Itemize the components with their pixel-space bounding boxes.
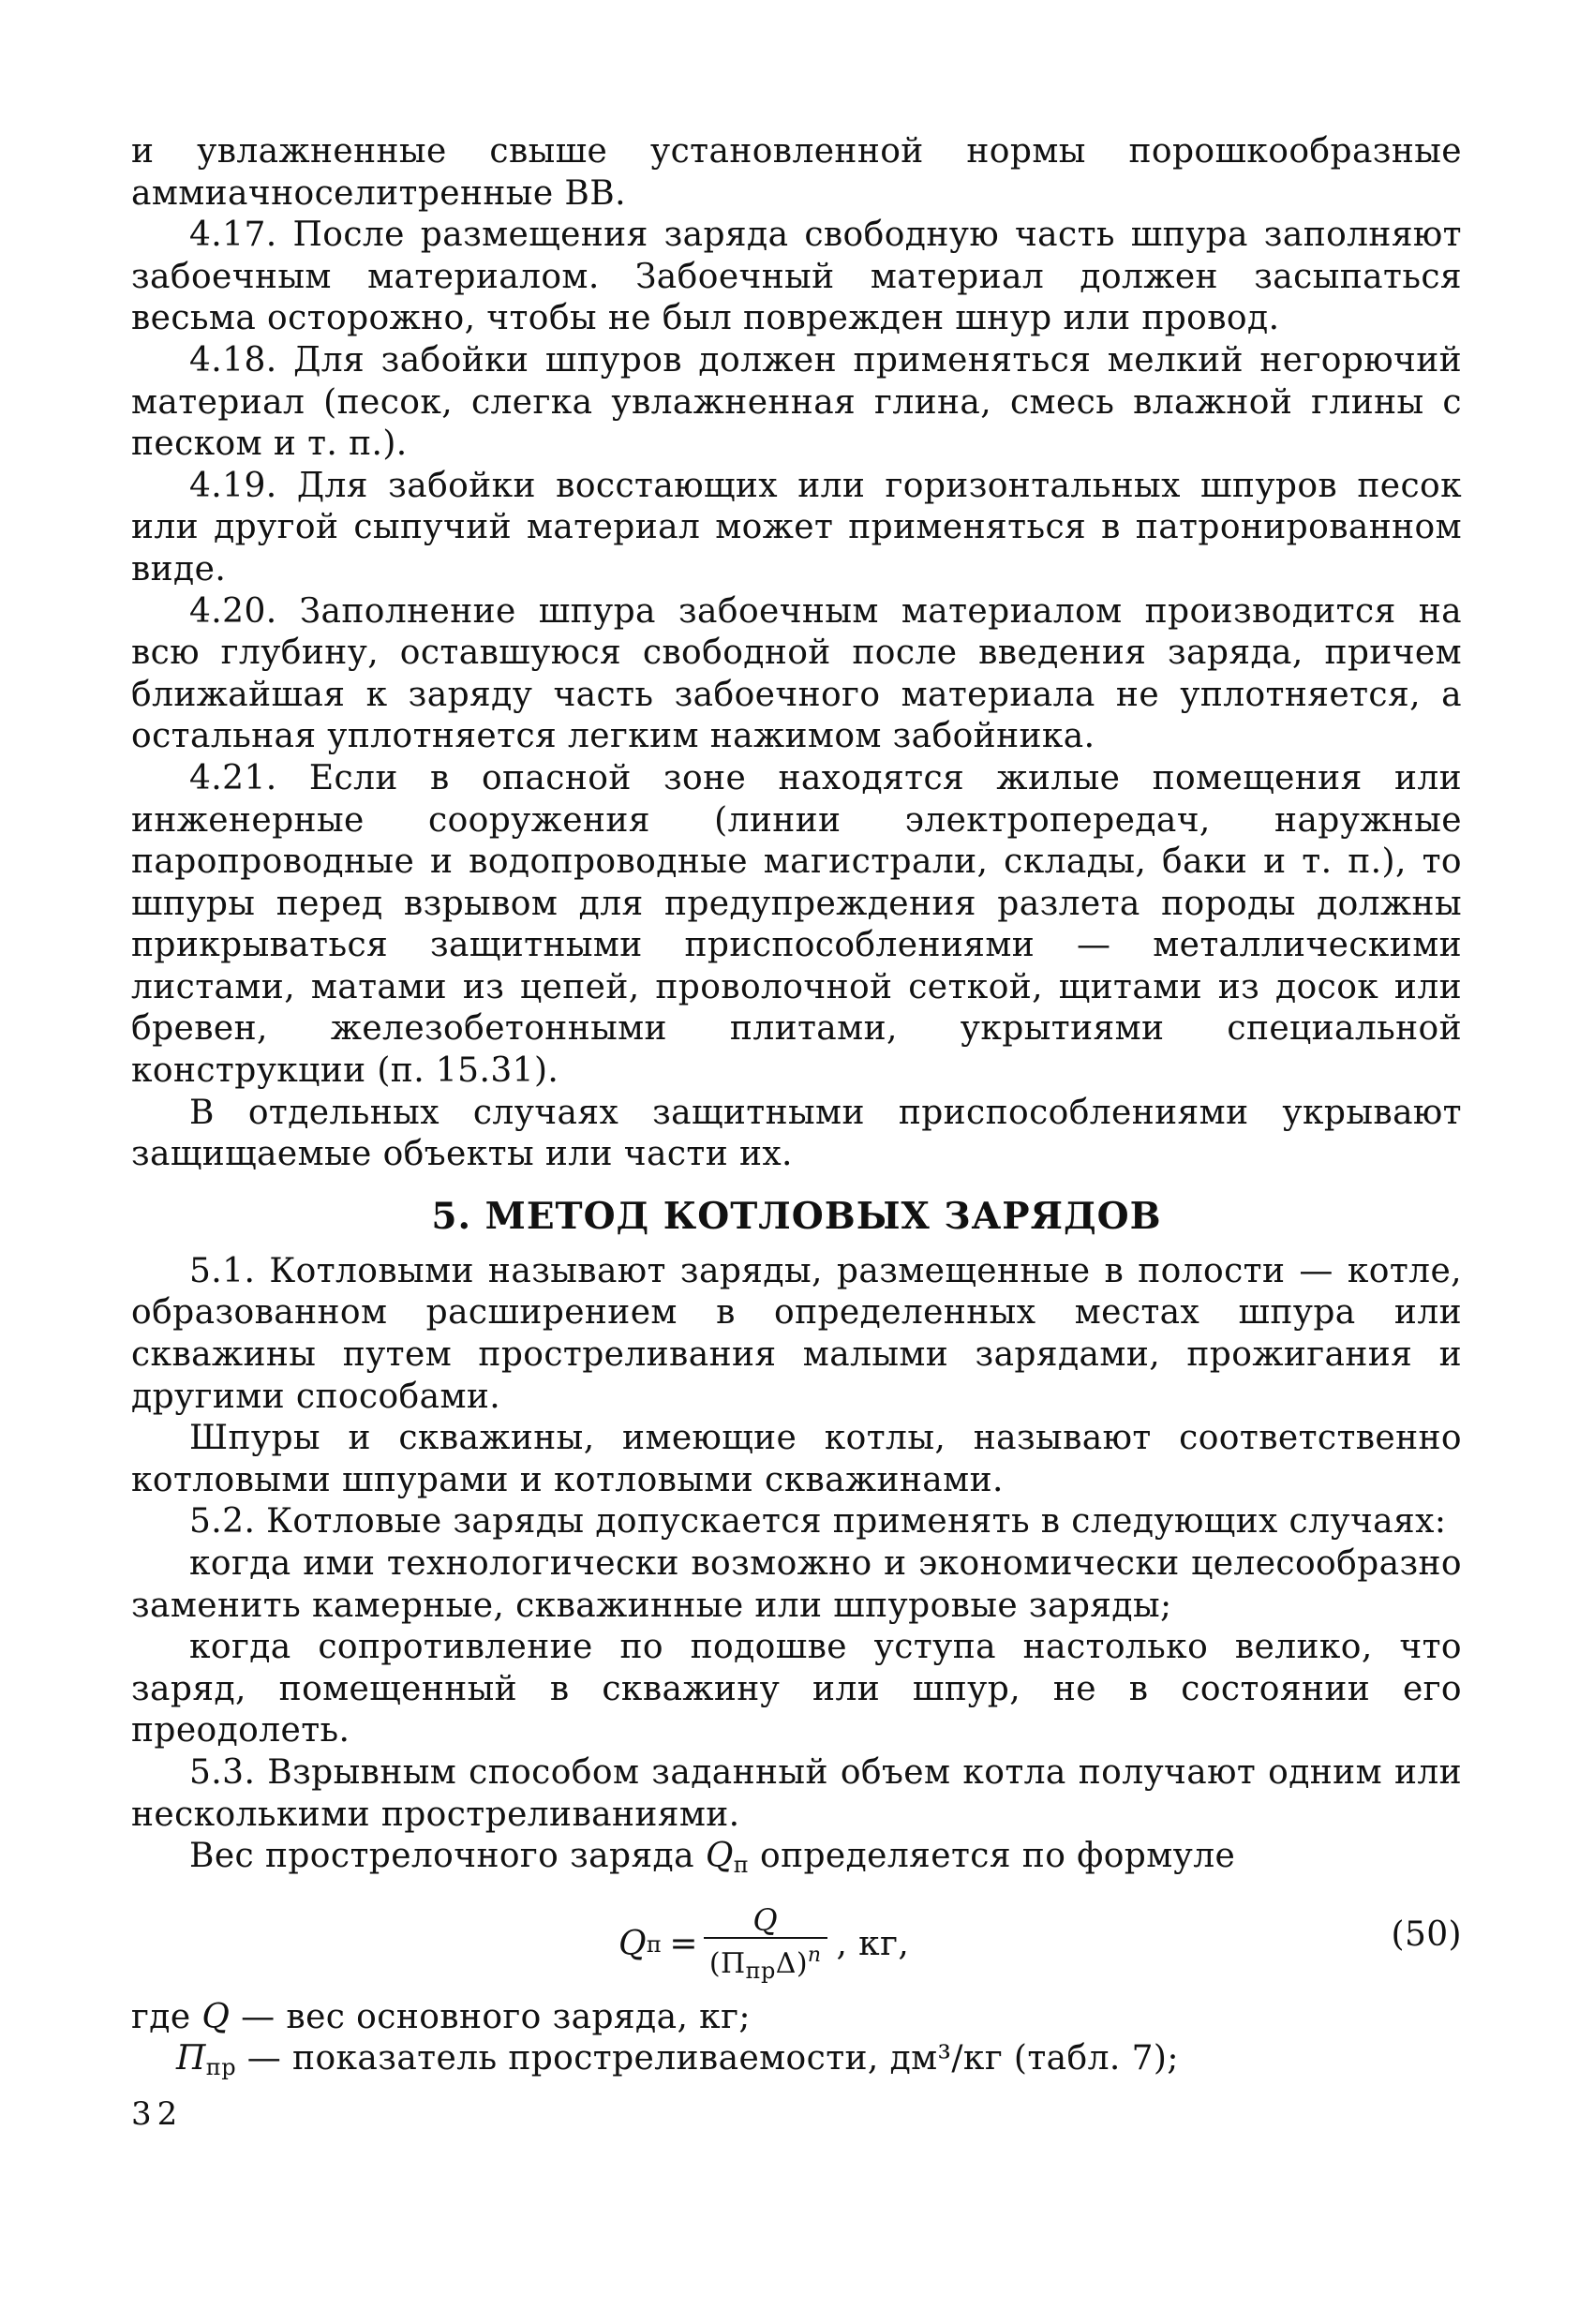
formula-50 <box>618 1903 909 1988</box>
paragraph-4-21: 4.21. Если в опасной зоне находятся жилые помещения или инженерные сооружения (линии электропередач, наружные паропроводные и водопроводные магистрали, склады, баки и т. п.), то шпуры перед взрывом для предупреждения разлета породы должны прикрываться защитными приспособлениями — металлическими листами, матами из цепей, проволочной сеткой, щитами из досок или бревен, железобетонными плитами, укрытиями специальной конструкции (п. 15.31). <box>131 758 1462 1091</box>
formula-unit: , кг, <box>836 1925 910 1964</box>
paragraph-5-3: 5.3. Взрывным способом заданный объем котла получают одним или несколькими простреливаниями. <box>131 1752 1462 1834</box>
where-line-1 <box>131 1997 1462 2039</box>
paragraph-boreholes-definition: Шпуры и скважины, имеющие котлы, называют соответственно котловыми шпурами и котловыми скважинами. <box>131 1419 1462 1499</box>
document-page <box>131 131 1462 2089</box>
paragraph-4-18: 4.18. Для забойки шпуров должен применяться мелкий негорючий материал (песок, слегка увлажненная глина, смесь влажной глины с песком и т. п.). <box>131 340 1462 464</box>
paragraph-4-20: 4.20. Заполнение шпура забоечным материалом производится на всю глубину, оставшуюся свободной после введения заряда, причем ближайшая к заряду часть забоечного материала не уплотняется, а остальная уплотняется легким нажимом забойника. <box>131 591 1462 756</box>
formula-denominator <box>704 1937 827 1988</box>
formula-fraction <box>704 1903 827 1988</box>
paragraph-5-1: 5.1. Котловыми называют заряды, размещенные в полости — котле, образованном расширением в определенных местах шпура или скважины путем простреливания малыми зарядами, прожигания и другими способами. <box>131 1251 1462 1416</box>
where-var-p-sub: пр <box>205 2054 236 2081</box>
paragraph-case-2: когда сопротивление по подошве уступа настолько велико, что заряд, помещенный в скважину или шпур, не в состоянии его преодолеть. <box>131 1628 1462 1750</box>
where-var-p: П <box>176 2039 206 2078</box>
formula-den-open: (П <box>708 1946 746 1980</box>
equation-number: (50) <box>1391 1914 1462 1954</box>
paragraph-5-2: 5.2. Котловые заряды допускается применять в следующих случаях: <box>189 1502 1447 1542</box>
paragraph-4-19: 4.19. Для забойки восстающих или горизонтальных шпуров песок или другой сыпучий материал может применяться в патронированном виде. <box>131 466 1462 588</box>
formula-equals: = <box>669 1925 698 1964</box>
paragraph-continuation: и увлажненные свыше установленной нормы порошкообразные аммиачноселитренные ВВ. <box>131 132 1462 213</box>
formula-lhs-sub: п <box>646 1931 663 1959</box>
formula-intro-var-sub: п <box>733 1852 750 1879</box>
paragraph-protection-note: В отдельных случаях защитными приспособлениями укрывают защищаемые объекты или части их. <box>131 1093 1462 1174</box>
paragraph-4-17: 4.17. После размещения заряда свободную часть шпура заполняют забоечным материалом. Забоечный материал должен засыпаться весьма осторожно, чтобы не был поврежден шнур или провод. <box>131 216 1462 338</box>
formula-den-close: Δ) <box>775 1946 808 1980</box>
where-text-q: — вес основного заряда, кг; <box>230 1997 751 2036</box>
formula-numerator: Q <box>752 1901 779 1938</box>
formula-den-exp: n <box>807 1943 822 1967</box>
formula-intro-var: Q <box>705 1837 734 1876</box>
paragraph-case-1: когда ими технологически возможно и экономически целесообразно заменить камерные, скважинные или шпуровые заряды; <box>131 1544 1462 1625</box>
formula-lhs: Q <box>618 1925 647 1964</box>
where-prefix: где <box>131 1997 202 2036</box>
formula-intro <box>131 1836 1462 1886</box>
page-number: 32 <box>131 2095 184 2133</box>
formula-block <box>131 1894 1462 1988</box>
where-text-p: — показатель простреливаемости, дм³/кг (табл. 7); <box>235 2039 1179 2078</box>
formula-intro-after: определяется по формуле <box>749 1837 1236 1876</box>
formula-den-sub: пр <box>745 1957 776 1984</box>
where-line-2 <box>131 2038 1462 2089</box>
where-var-q: Q <box>201 1997 231 2036</box>
formula-intro-before: Вес прострелочного заряда <box>189 1837 706 1876</box>
section-heading: 5. МЕТОД КОТЛОВЫХ ЗАРЯДОВ <box>431 1194 1162 1238</box>
